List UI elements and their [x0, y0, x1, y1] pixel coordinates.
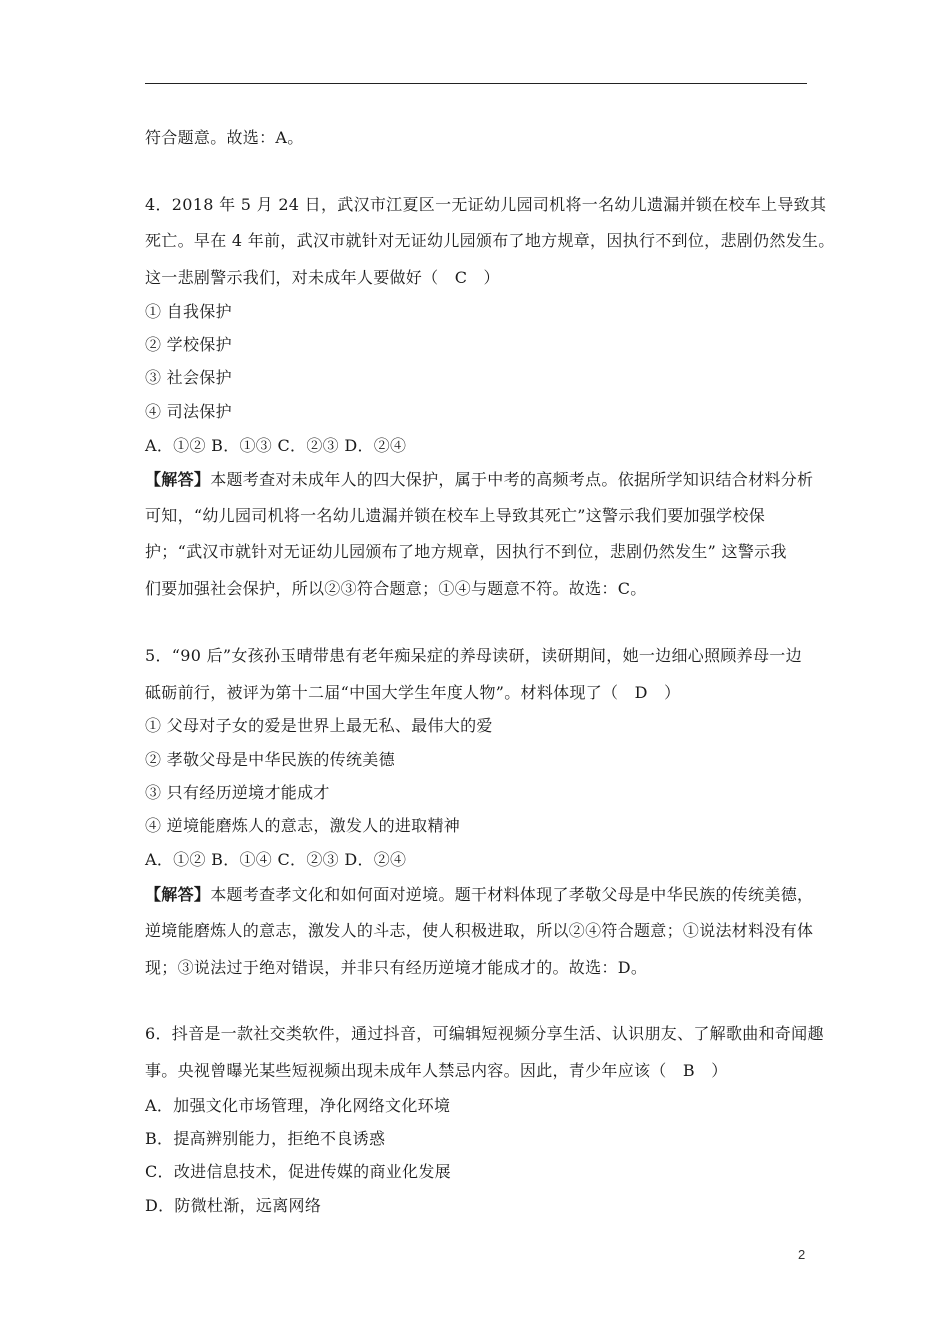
q4-item-2: ② 学校保护: [145, 335, 232, 354]
previous-answer-tail: 符合题意。故选：A。: [145, 128, 304, 147]
answer-tag: 【解答】: [145, 470, 211, 489]
q5-item-2: ② 孝敬父母是中华民族的传统美德: [145, 750, 395, 769]
q6-stem-line-1: 6．抖音是一款社交类软件，通过抖音，可编辑短视频分享生活、认识朋友、了解歌曲和奇闻趣: [145, 1024, 824, 1043]
q4-choices: A．①② B．①③ C．②③ D．②④: [145, 436, 407, 455]
q4-stem-line-2: 死亡。早在 4 年前，武汉市就针对无证幼儿园颁布了地方规章，因执行不到位，悲剧仍然发生。: [145, 231, 835, 250]
answer-tag: 【解答】: [145, 885, 211, 904]
q5-answer-line-2: 逆境能磨炼人的意志，激发人的斗志，使人积极进取，所以②④符合题意；①说法材料没有体: [145, 921, 814, 940]
q4-answer-line-1: 【解答】本题考查对未成年人的四大保护，属于中考的高频考点。依据所学知识结合材料分析: [145, 470, 814, 489]
q4-item-3: ③ 社会保护: [145, 368, 232, 387]
page-number: 2: [798, 1247, 806, 1262]
q6-option-c: C．改进信息技术，促进传媒的商业化发展: [145, 1162, 451, 1181]
q4-item-4: ④ 司法保护: [145, 402, 232, 421]
q4-stem-line-1: 4．2018 年 5 月 24 日，武汉市江夏区一无证幼儿园司机将一名幼儿遗漏并锁在校车上导致其: [145, 195, 827, 214]
q5-item-4: ④ 逆境能磨炼人的意志，激发人的进取精神: [145, 816, 461, 835]
q4-item-1: ① 自我保护: [145, 302, 232, 321]
q5-answer-line-1: 【解答】本题考查孝文化和如何面对逆境。题干材料体现了孝敬父母是中华民族的传统美德，: [145, 885, 814, 904]
q5-stem-line-1: 5．“90 后”女孩孙玉晴带患有老年痴呆症的养母读研，读研期间，她一边细心照顾养母一边: [145, 646, 802, 665]
q6-stem-line-2: 事。央视曾曝光某些短视频出现未成年人禁忌内容。因此，青少年应该（ B ）: [145, 1061, 728, 1080]
q4-stem-line-3: 这一悲剧警示我们，对未成年人要做好（ C ）: [145, 268, 500, 287]
q4-answer-line-2: 可知，“幼儿园司机将一名幼儿遗漏并锁在校车上导致其死亡”这警示我们要加强学校保: [145, 506, 766, 525]
q5-item-1: ① 父母对子女的爱是世界上最无私、最伟大的爱: [145, 716, 493, 735]
q4-answer-line-3: 护；“武汉市就针对无证幼儿园颁布了地方规章，因执行不到位，悲剧仍然发生” 这警示我: [145, 542, 787, 561]
header-rule: [145, 83, 807, 84]
q5-stem-line-2: 砥砺前行，被评为第十二届“中国大学生年度人物”。材料体现了（ D ）: [145, 683, 681, 702]
q6-option-a: A．加强文化市场管理，净化网络文化环境: [145, 1096, 451, 1115]
q4-answer-line-4: 们要加强社会保护，所以②③符合题意；①④与题意不符。故选：C。: [145, 579, 647, 598]
q6-option-d: D．防微杜渐，远离网络: [145, 1196, 322, 1215]
q6-option-b: B．提高辨别能力，拒绝不良诱惑: [145, 1129, 386, 1148]
q5-item-3: ③ 只有经历逆境才能成才: [145, 783, 330, 802]
q5-answer-line-3: 现；③说法过于绝对错误，并非只有经历逆境才能成才的。故选：D。: [145, 958, 648, 977]
q5-choices: A．①② B．①④ C．②③ D．②④: [145, 850, 407, 869]
